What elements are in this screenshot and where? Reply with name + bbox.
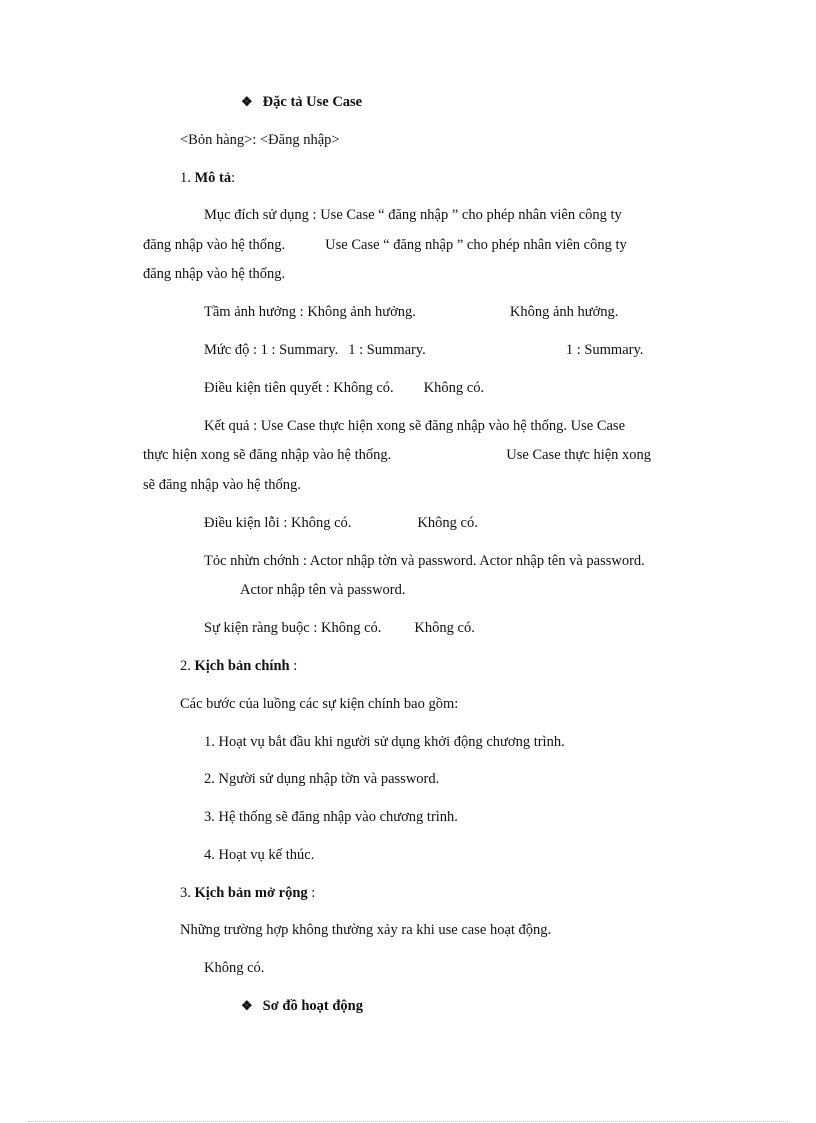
impact-b: Không ảnh hưởng. <box>509 304 619 320</box>
extension-none: Không có. <box>204 960 265 976</box>
section-title: Kịch bản mở rộng <box>194 885 308 901</box>
level-a: Mức độ : 1 : Summary. <box>204 342 339 358</box>
section-number: 3. <box>180 885 195 901</box>
precondition-a: Điều kiện tiên quyết : Không có. <box>204 380 394 396</box>
section-3-heading <box>180 884 315 902</box>
error-line <box>204 514 478 532</box>
subject-line: <Bỏn hàng>: <Đăng nhập> <box>180 132 340 148</box>
heading-use-case-spec <box>241 93 362 111</box>
result-line-2 <box>143 446 651 464</box>
step-item: 1. Hoạt vụ bắt đầu khi người sử dụng khởi động chương trình. <box>204 734 565 750</box>
level-line <box>204 341 643 359</box>
section-colon: : <box>307 885 316 901</box>
constraint-a: Sự kiện ràng buộc : Không có. <box>204 620 382 636</box>
section-number: 1. <box>180 170 195 186</box>
result-line-2a: thực hiện xong sẽ đăng nhập vào hệ thống. <box>143 447 392 463</box>
result-line-1: Kết quả : Use Case thực hiện xong sẽ đăng nhập vào hệ thống. Use Case <box>204 418 626 434</box>
extension-intro: Những trường hợp không thường xảy ra khi use case hoạt động. <box>180 922 552 938</box>
section-colon: : <box>231 170 236 186</box>
section-2-heading <box>180 657 297 675</box>
purpose-line-2 <box>143 236 627 254</box>
purpose-line-2b: Use Case “ đăng nhập ” cho phép nhân viên công ty <box>325 237 627 253</box>
result-line-3: sẽ đăng nhập vào hệ thống. <box>143 477 301 493</box>
level-b: 1 : Summary. <box>348 342 426 358</box>
step-item: 4. Hoạt vụ kế thúc. <box>204 847 315 863</box>
purpose-line-3: đăng nhập vào hệ thống. <box>143 266 286 282</box>
heading-text: Đặc tả Use Case <box>262 94 363 110</box>
heading-activity-diagram <box>241 997 363 1015</box>
trigger-line-1: Tỏc nhừn chớnh : Actor nhập tờn và password. Actor nhập tên và password. <box>204 553 645 569</box>
section-1-heading <box>180 169 235 187</box>
steps-intro: Các bước của luồng các sự kiện chính bao gồm: <box>180 696 459 712</box>
constraint-line <box>204 619 475 637</box>
page-footer-divider <box>28 1121 788 1122</box>
trigger-line-2: Actor nhập tên và password. <box>240 582 406 598</box>
purpose-line-2a: đăng nhập vào hệ thống. <box>143 237 286 253</box>
section-title: Mô tả <box>194 170 232 186</box>
section-title: Kịch bản chính <box>194 658 290 674</box>
section-number: 2. <box>180 658 195 674</box>
impact-a: Tầm ảnh hưởng : Không ảnh hưởng. <box>204 304 416 320</box>
precondition-line <box>204 379 484 397</box>
level-c: 1 : Summary. <box>565 342 644 358</box>
impact-line <box>204 303 618 321</box>
diamond-bullet-icon: ❖ <box>241 94 253 109</box>
step-item: 3. Hệ thống sẽ đăng nhập vào chương trình. <box>204 809 458 825</box>
heading-text: Sơ đồ hoạt động <box>262 998 363 1014</box>
diamond-bullet-icon: ❖ <box>241 998 253 1013</box>
step-item: 2. Người sử dụng nhập tờn và password. <box>204 771 440 787</box>
purpose-line-1: Mục đích sử dụng : Use Case “ đăng nhập ” cho phép nhân viên công ty <box>204 207 622 223</box>
error-a: Điều kiện lỗi : Không có. <box>204 515 352 531</box>
error-b: Không có. <box>417 515 478 531</box>
precondition-b: Không có. <box>423 380 485 396</box>
result-line-2b: Use Case thực hiện xong <box>506 447 652 463</box>
constraint-b: Không có. <box>414 620 475 636</box>
section-colon: : <box>289 658 298 674</box>
